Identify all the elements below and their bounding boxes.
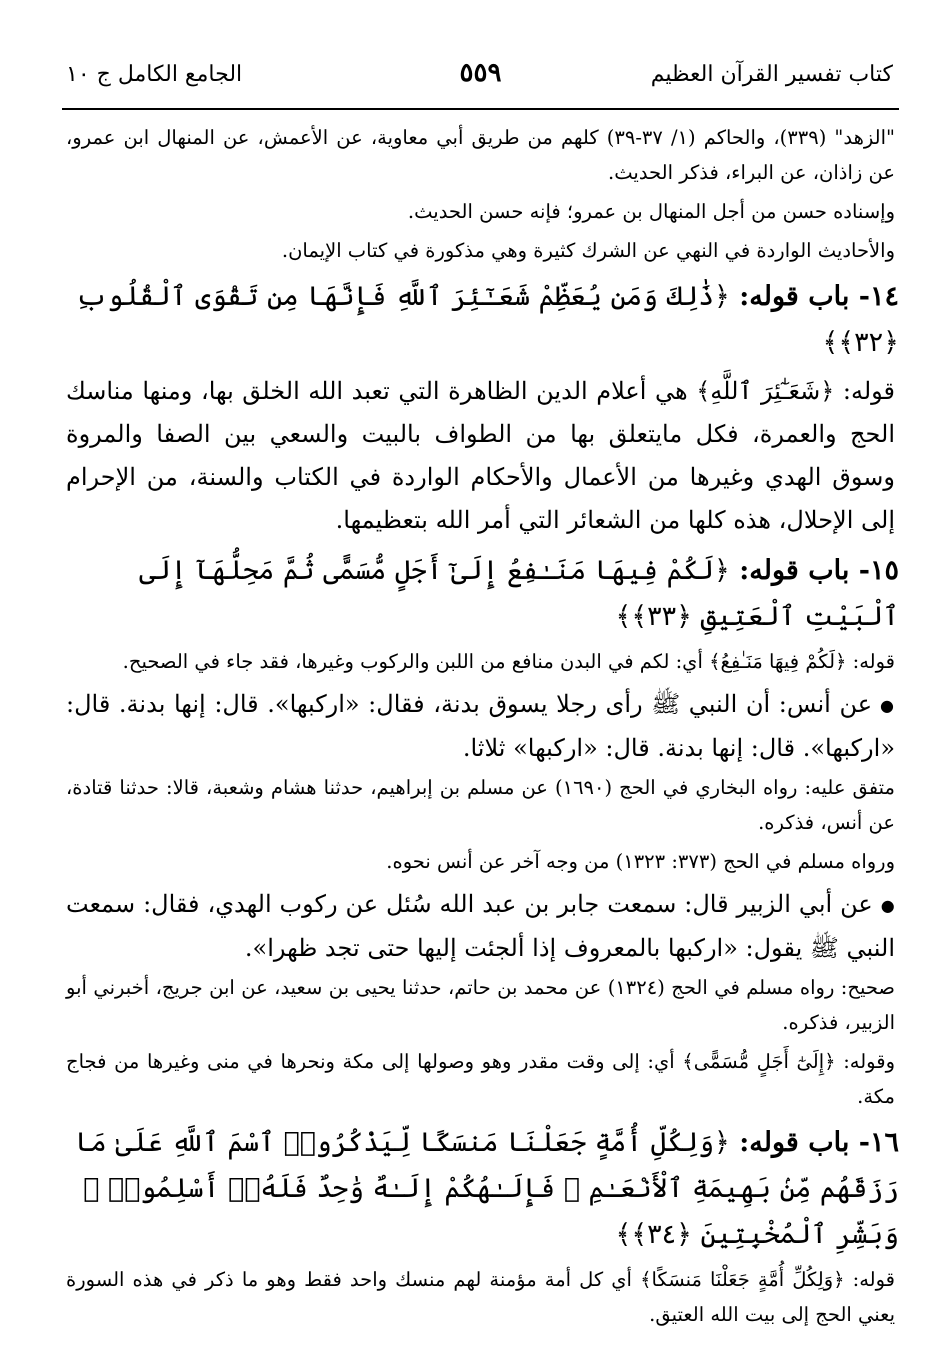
footnote-paragraph: "الزهد" (٣٣٩)، والحاكم (١/ ٣٧-٣٩) كلهم من طريق أبي معاوية، عن الأعمش، عن المنهال ابن عمرو، عن زاذان، عن البراء، فذكر الحديث. — [66, 126, 895, 184]
chapter-heading — [62, 1120, 899, 1258]
chapter-heading — [62, 274, 899, 366]
quran-verse: ﴿وَلِكُلِّ أُمَّةٍ جَعَلْنَا مَنسَكًا لِّيَذْكُرُوا۟ ٱسْمَ ٱللَّهِ عَلَىٰ مَا رَزَقَهُم مِّنۢ بَهِيمَةِ ٱلْأَنْعَـٰمِ ۗ فَإِلَـٰهُكُمْ إِلَـٰهٌ وَٰحِدٌ فَلَهُۥٓ أَسْلِمُوا۟ ۗ وَبَشِّرِ ٱلْمُخْبِتِينَ ﴿٣٤﴾﴾ — [75, 1127, 899, 1250]
series-title: الجامع الكامل ج ١٠ — [66, 62, 243, 87]
book-title: كتاب تفسير القرآن العظيم — [650, 62, 893, 87]
page-number: ٥٥٩ — [459, 58, 502, 88]
footnote-paragraph: صحيح: رواه مسلم في الحج (١٣٢٤) عن محمد بن حاتم، حدثنا يحيى بن سعيد، عن ابن جريج، أخبرني أبو الزبير، فذكره. — [66, 976, 895, 1034]
quran-verse: ﴿إِلَىٰٓ أَجَلٍ مُّسَمًّى﴾ — [682, 1050, 836, 1073]
footnote-paragraph: وإسناده حسن من أجل المنهال بن عمرو؛ فإنه حسن الحديث. — [407, 200, 895, 223]
quran-verse: ﴿ذَٰلِكَ وَمَن يُعَظِّمْ شَعَـٰٓئِرَ ٱللَّهِ فَإِنَّهَا مِن تَقْوَى ٱلْقُلُوبِ ﴿٣٢﴾﴾ — [75, 281, 899, 358]
commentary-paragraph: قوله: ﴿لَكُمْ فِيهَا مَنَـٰفِعُ﴾ أي: لكم في البدن منافع من اللبن والركوب وغيرها، فقد جاء في الصحيح. — [122, 650, 895, 673]
hadith-paragraph: ●عن أنس: أن النبي ﷺ رأى رجلا يسوق بدنة، فقال: «اركبها». قال: إنها بدنة. قال: «اركبها». قال: إنها بدنة. قال: «اركبها» ثلاثا. — [66, 690, 895, 762]
quran-verse: ﴿شَعَـٰٓئِرَ ٱللَّهِ﴾ — [696, 377, 835, 405]
chapter-heading — [62, 548, 899, 640]
quran-verse: ﴿وَلِكُلِّ أُمَّةٍ جَعَلْنَا مَنسَكًا﴾ — [640, 1268, 845, 1291]
chapter-label: ١٥- باب قوله: — [739, 555, 899, 586]
hadith-paragraph: ●عن أبي الزبير قال: سمعت جابر بن عبد الله سُئل عن ركوب الهدي، فقال: سمعت النبي ﷺ يقول: «اركبها بالمعروف إذا ألجئت إليها حتى تجد ظهرا». — [66, 890, 896, 962]
page-header — [62, 56, 899, 110]
quran-verse: ﴿لَكُمْ فِيهَا مَنَـٰفِعُ إِلَىٰٓ أَجَلٍ مُّسَمًّى ثُمَّ مَحِلُّهَآ إِلَى ٱلْبَيْتِ ٱلْعَتِيقِ ﴿٣٣﴾﴾ — [139, 555, 899, 632]
bullet-icon: ● — [880, 896, 896, 915]
footnote-paragraph: ورواه مسلم في الحج (٣٧٣: ١٣٢٣) من وجه آخر عن أنس نحوه. — [386, 850, 895, 873]
chapter-label: ١٤- باب قوله: — [739, 281, 899, 312]
commentary-paragraph: قوله: ﴿وَلِكُلِّ أُمَّةٍ جَعَلْنَا مَنسَكًا﴾ أي كل أمة مؤمنة لهم منسك واحد فقط وهو ما ذكر في هذه السورة يعني الحج إلى بيت الله العتيق. — [66, 1268, 896, 1326]
commentary-paragraph: قوله: ﴿شَعَـٰٓئِرَ ٱللَّهِ﴾ هي أعلام الدين الظاهرة التي تعبد الله الخلق بها، ومنها مناسك الحج والعمرة، فكل مايتعلق بها من الطواف بالبيت والسعي بين الصفا والمروة وسوق الهدي وغيرها من الأعمال والأحكام الواردة في الكتاب والسنة، من الإحرام إلى الإحلال، هذه كلها من الشعائر التي أمر الله بتعظيمها. — [66, 377, 895, 534]
chapter-label: ١٦- باب قوله: — [739, 1127, 899, 1158]
commentary-paragraph: وقوله: ﴿إِلَىٰٓ أَجَلٍ مُّسَمًّى﴾ أي: إلى وقت مقدر وهو وصولها إلى مكة ونحرها في منى وغيرها من فجاج مكة. — [66, 1050, 895, 1108]
footnote-paragraph: متفق عليه: رواه البخاري في الحج (١٦٩٠) عن مسلم بن إبراهيم، حدثنا هشام وشعبة، قالا: حدثنا قتادة، عن أنس، فذكره. — [66, 776, 895, 834]
page-content — [62, 110, 899, 1332]
footnote-paragraph: والأحاديث الواردة في النهي عن الشرك كثيرة وهي مذكورة في كتاب الإيمان. — [281, 239, 895, 262]
quran-verse: ﴿لَكُمْ فِيهَا مَنَـٰفِعُ﴾ — [709, 650, 847, 673]
bullet-icon: ● — [880, 696, 895, 715]
